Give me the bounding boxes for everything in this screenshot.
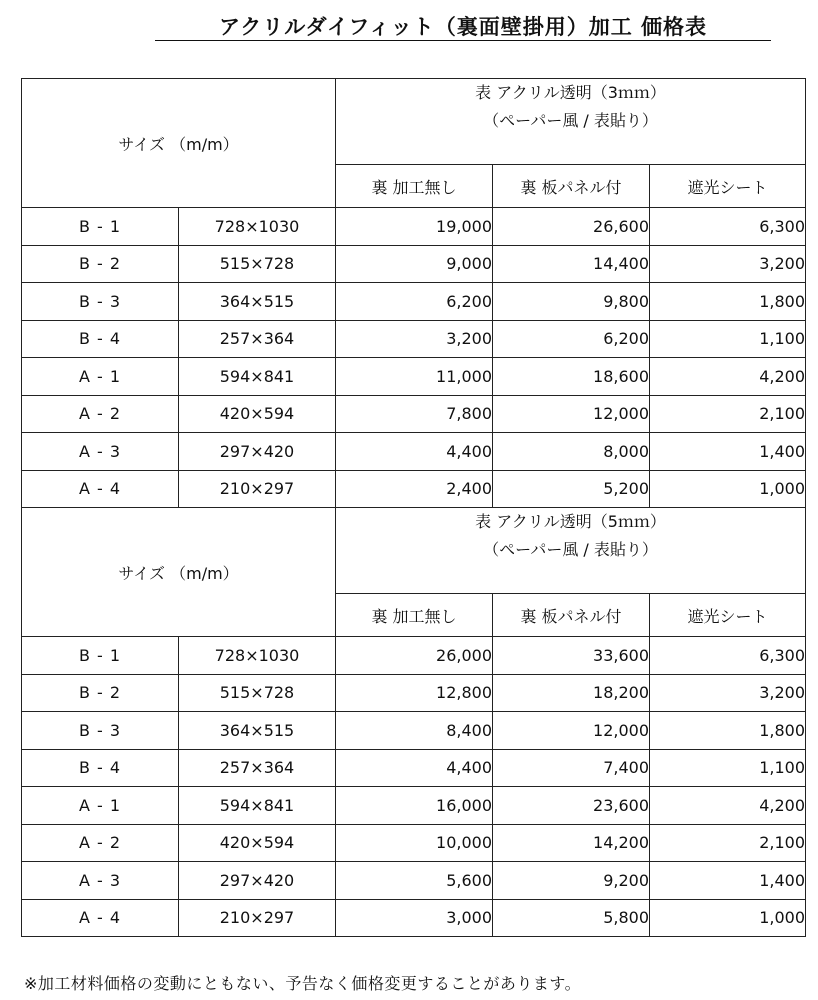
price-change-note: ※加工材料価格の変動にともない、予告なく価格変更することがあります。 (24, 974, 582, 993)
price-no-processing: 8,400 (336, 712, 493, 750)
table-row (22, 862, 806, 900)
price-no-processing: 5,600 (336, 862, 493, 900)
dimensions: 257×364 (179, 320, 336, 358)
price-no-processing: 7,800 (336, 395, 493, 433)
table-row (22, 674, 806, 712)
price-no-processing: 26,000 (336, 637, 493, 675)
price-blackout-sheet: 1,000 (650, 470, 806, 508)
size-label: A - 4 (22, 899, 179, 937)
size-label: B - 2 (22, 245, 179, 283)
price-no-processing: 3,200 (336, 320, 493, 358)
dimensions: 515×728 (179, 245, 336, 283)
column-header-blackout-sheet: 遮光シート (650, 165, 806, 208)
dimensions: 364×515 (179, 283, 336, 321)
price-board-panel: 26,600 (493, 208, 650, 246)
material-line-2: （ペーパー風 / 表貼り） (483, 540, 658, 559)
price-blackout-sheet: 1,100 (650, 749, 806, 787)
column-header-no-processing: 裏 加工無し (336, 594, 493, 637)
size-label: B - 3 (22, 712, 179, 750)
table-row (22, 787, 806, 825)
size-label: B - 3 (22, 283, 179, 321)
material-header (336, 79, 806, 165)
size-label: B - 1 (22, 208, 179, 246)
table-row (22, 395, 806, 433)
size-header: サイズ （m/m） (22, 79, 336, 208)
dimensions: 420×594 (179, 395, 336, 433)
table-row (22, 320, 806, 358)
price-board-panel: 6,200 (493, 320, 650, 358)
price-blackout-sheet: 1,800 (650, 712, 806, 750)
price-blackout-sheet: 6,300 (650, 208, 806, 246)
price-no-processing: 3,000 (336, 899, 493, 937)
price-no-processing: 2,400 (336, 470, 493, 508)
price-board-panel: 8,000 (493, 433, 650, 471)
material-line-1: 表 アクリル透明（3ｍｍ） (475, 83, 666, 102)
table-row (22, 749, 806, 787)
column-header-no-processing: 裏 加工無し (336, 165, 493, 208)
price-no-processing: 11,000 (336, 358, 493, 396)
price-no-processing: 19,000 (336, 208, 493, 246)
price-blackout-sheet: 6,300 (650, 637, 806, 675)
dimensions: 364×515 (179, 712, 336, 750)
table-row (22, 208, 806, 246)
dimensions: 297×420 (179, 862, 336, 900)
price-board-panel: 7,400 (493, 749, 650, 787)
price-board-panel: 23,600 (493, 787, 650, 825)
dimensions: 515×728 (179, 674, 336, 712)
price-no-processing: 4,400 (336, 749, 493, 787)
price-board-panel: 12,000 (493, 395, 650, 433)
table-row (22, 358, 806, 396)
price-board-panel: 5,200 (493, 470, 650, 508)
material-header (336, 508, 806, 594)
dimensions: 728×1030 (179, 208, 336, 246)
page-title: アクリルダイフィット（裏面壁掛用）加工 価格表 (155, 14, 771, 41)
size-label: B - 4 (22, 320, 179, 358)
column-header-board-panel: 裏 板パネル付 (493, 165, 650, 208)
size-label: A - 1 (22, 358, 179, 396)
table-row (22, 470, 806, 508)
price-no-processing: 6,200 (336, 283, 493, 321)
dimensions: 297×420 (179, 433, 336, 471)
material-line-2: （ペーパー風 / 表貼り） (483, 111, 658, 130)
price-blackout-sheet: 1,000 (650, 899, 806, 937)
price-blackout-sheet: 4,200 (650, 787, 806, 825)
price-blackout-sheet: 1,800 (650, 283, 806, 321)
price-blackout-sheet: 3,200 (650, 245, 806, 283)
price-no-processing: 12,800 (336, 674, 493, 712)
price-board-panel: 14,400 (493, 245, 650, 283)
material-line-1: 表 アクリル透明（5ｍｍ） (475, 512, 666, 531)
price-no-processing: 4,400 (336, 433, 493, 471)
dimensions: 594×841 (179, 787, 336, 825)
size-label: A - 1 (22, 787, 179, 825)
price-blackout-sheet: 1,400 (650, 862, 806, 900)
size-label: A - 3 (22, 862, 179, 900)
table-row (22, 712, 806, 750)
price-board-panel: 33,600 (493, 637, 650, 675)
price-blackout-sheet: 3,200 (650, 674, 806, 712)
dimensions: 420×594 (179, 824, 336, 862)
dimensions: 210×297 (179, 470, 336, 508)
size-label: B - 1 (22, 637, 179, 675)
price-board-panel: 9,200 (493, 862, 650, 900)
table-row (22, 637, 806, 675)
dimensions: 210×297 (179, 899, 336, 937)
size-label: A - 3 (22, 433, 179, 471)
size-label: A - 2 (22, 824, 179, 862)
size-label: B - 2 (22, 674, 179, 712)
table-row (22, 433, 806, 471)
price-board-panel: 9,800 (493, 283, 650, 321)
size-label: A - 2 (22, 395, 179, 433)
price-board-panel: 5,800 (493, 899, 650, 937)
price-board-panel: 18,200 (493, 674, 650, 712)
price-blackout-sheet: 1,100 (650, 320, 806, 358)
price-no-processing: 9,000 (336, 245, 493, 283)
size-label: B - 4 (22, 749, 179, 787)
dimensions: 728×1030 (179, 637, 336, 675)
table-row (22, 283, 806, 321)
price-no-processing: 16,000 (336, 787, 493, 825)
price-table-5mm (21, 507, 806, 937)
price-blackout-sheet: 2,100 (650, 395, 806, 433)
table-row (22, 245, 806, 283)
price-board-panel: 12,000 (493, 712, 650, 750)
size-label: A - 4 (22, 470, 179, 508)
price-board-panel: 18,600 (493, 358, 650, 396)
dimensions: 594×841 (179, 358, 336, 396)
table-row (22, 824, 806, 862)
price-blackout-sheet: 2,100 (650, 824, 806, 862)
price-blackout-sheet: 4,200 (650, 358, 806, 396)
price-table-3mm (21, 78, 806, 508)
price-board-panel: 14,200 (493, 824, 650, 862)
column-header-blackout-sheet: 遮光シート (650, 594, 806, 637)
size-header: サイズ （m/m） (22, 508, 336, 637)
dimensions: 257×364 (179, 749, 336, 787)
price-blackout-sheet: 1,400 (650, 433, 806, 471)
table-row (22, 899, 806, 937)
column-header-board-panel: 裏 板パネル付 (493, 594, 650, 637)
price-no-processing: 10,000 (336, 824, 493, 862)
